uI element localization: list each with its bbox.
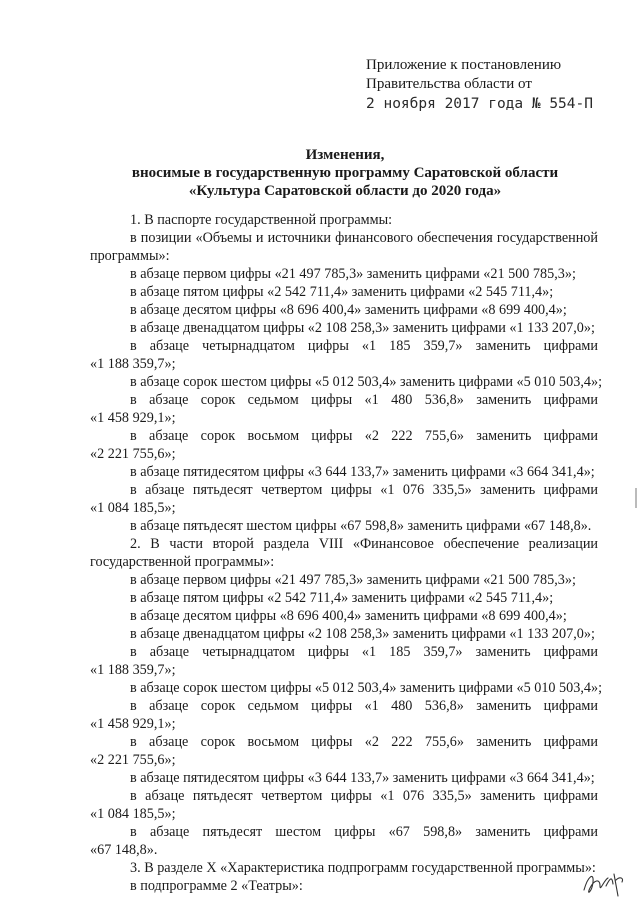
body-line: в абзаце сорок шестом цифры «5 012 503,4» заменить цифрами «5 010 503,4»; [130, 374, 603, 390]
body-line: в абзаце первом цифры «21 497 785,3» заменить цифрами «21 500 785,3»; [130, 572, 576, 588]
body-line: в абзаце первом цифры «21 497 785,3» заменить цифрами «21 500 785,3»; [130, 266, 576, 282]
body-line: «1 188 359,7»; [90, 662, 176, 678]
body-line: в абзаце пятидесятом цифры «3 644 133,7» заменить цифрами «3 664 341,4»; [130, 770, 595, 786]
body-line: в абзаце сорок восьмом цифры «2 222 755,6» заменить цифрами [130, 428, 598, 444]
body-line: в абзаце сорок шестом цифры «5 012 503,4» заменить цифрами «5 010 503,4»; [130, 680, 603, 696]
body-line: в абзаце четырнадцатом цифры «1 185 359,7» заменить цифрами [130, 338, 598, 354]
body-line: в абзаце пятом цифры «2 542 711,4» заменить цифрами «2 545 711,4»; [130, 284, 554, 300]
title-line-1: Изменения, [305, 147, 385, 163]
body-line: в абзаце сорок седьмом цифры «1 480 536,8» заменить цифрами [130, 698, 598, 714]
header-date-stamp: 2 ноября 2017 года № 554-П [366, 96, 593, 112]
body-line: в абзаце двенадцатом цифры «2 108 258,3» заменить цифрами «1 133 207,0»; [130, 320, 595, 336]
body-line: «1 084 185,5»; [90, 500, 176, 516]
title-line-2: вносимые в государственную программу Саратовской области [131, 165, 559, 181]
title-line-3: «Культура Саратовской области до 2020 года» [188, 183, 502, 199]
body-line: в абзаце десятом цифры «8 696 400,4» заменить цифрами «8 699 400,4»; [130, 302, 567, 318]
body-line: 2. В части второй раздела VIII «Финансовое обеспечение реализации [130, 536, 598, 552]
body-line: «67 148,8». [90, 842, 158, 858]
body-line: в абзаце пятьдесят шестом цифры «67 598,8» заменить цифрами [130, 824, 598, 840]
body-line: в абзаце сорок восьмом цифры «2 222 755,6» заменить цифрами [130, 734, 598, 750]
body-line: «1 084 185,5»; [90, 806, 176, 822]
body-line: в абзаце пятом цифры «2 542 711,4» заменить цифрами «2 545 711,4»; [130, 590, 554, 606]
body-line: в абзаце сорок седьмом цифры «1 480 536,8» заменить цифрами [130, 392, 598, 408]
body-line: в абзаце пятьдесят шестом цифры «67 598,8» заменить цифрами «67 148,8». [130, 518, 592, 534]
body-line: в абзаце пятьдесят четвертом цифры «1 076 335,5» заменить цифрами [130, 788, 598, 804]
body-line: «2 221 755,6»; [90, 446, 176, 462]
signature-icon [578, 866, 628, 900]
header-line-2: Правительства области от [366, 76, 532, 92]
body-line: программы»: [90, 248, 170, 264]
body-line: в абзаце десятом цифры «8 696 400,4» заменить цифрами «8 699 400,4»; [130, 608, 567, 624]
body-line: в абзаце пятидесятом цифры «3 644 133,7» заменить цифрами «3 664 341,4»; [130, 464, 595, 480]
body-line: «1 458 929,1»; [90, 716, 176, 732]
header-line-1: Приложение к постановлению [366, 57, 562, 73]
body-line: в абзаце двенадцатом цифры «2 108 258,3» заменить цифрами «1 133 207,0»; [130, 626, 595, 642]
body-line: «1 458 929,1»; [90, 410, 176, 426]
body-line: в подпрограмме 2 «Театры»: [130, 878, 303, 894]
body-line: государственной программы»: [90, 554, 275, 570]
body-line: в позиции «Объемы и источники финансового обеспечения государственной [130, 230, 598, 246]
body-line: в абзаце пятьдесят четвертом цифры «1 076 335,5» заменить цифрами [130, 482, 598, 498]
body-line: 1. В паспорте государственной программы: [130, 212, 393, 228]
body-line: «2 221 755,6»; [90, 752, 176, 768]
body-line: «1 188 359,7»; [90, 356, 176, 372]
margin-mark-icon [634, 488, 638, 508]
body-line: в абзаце четырнадцатом цифры «1 185 359,7» заменить цифрами [130, 644, 598, 660]
body-line: 3. В разделе X «Характеристика подпрограмм государственной программы»: [130, 860, 596, 876]
